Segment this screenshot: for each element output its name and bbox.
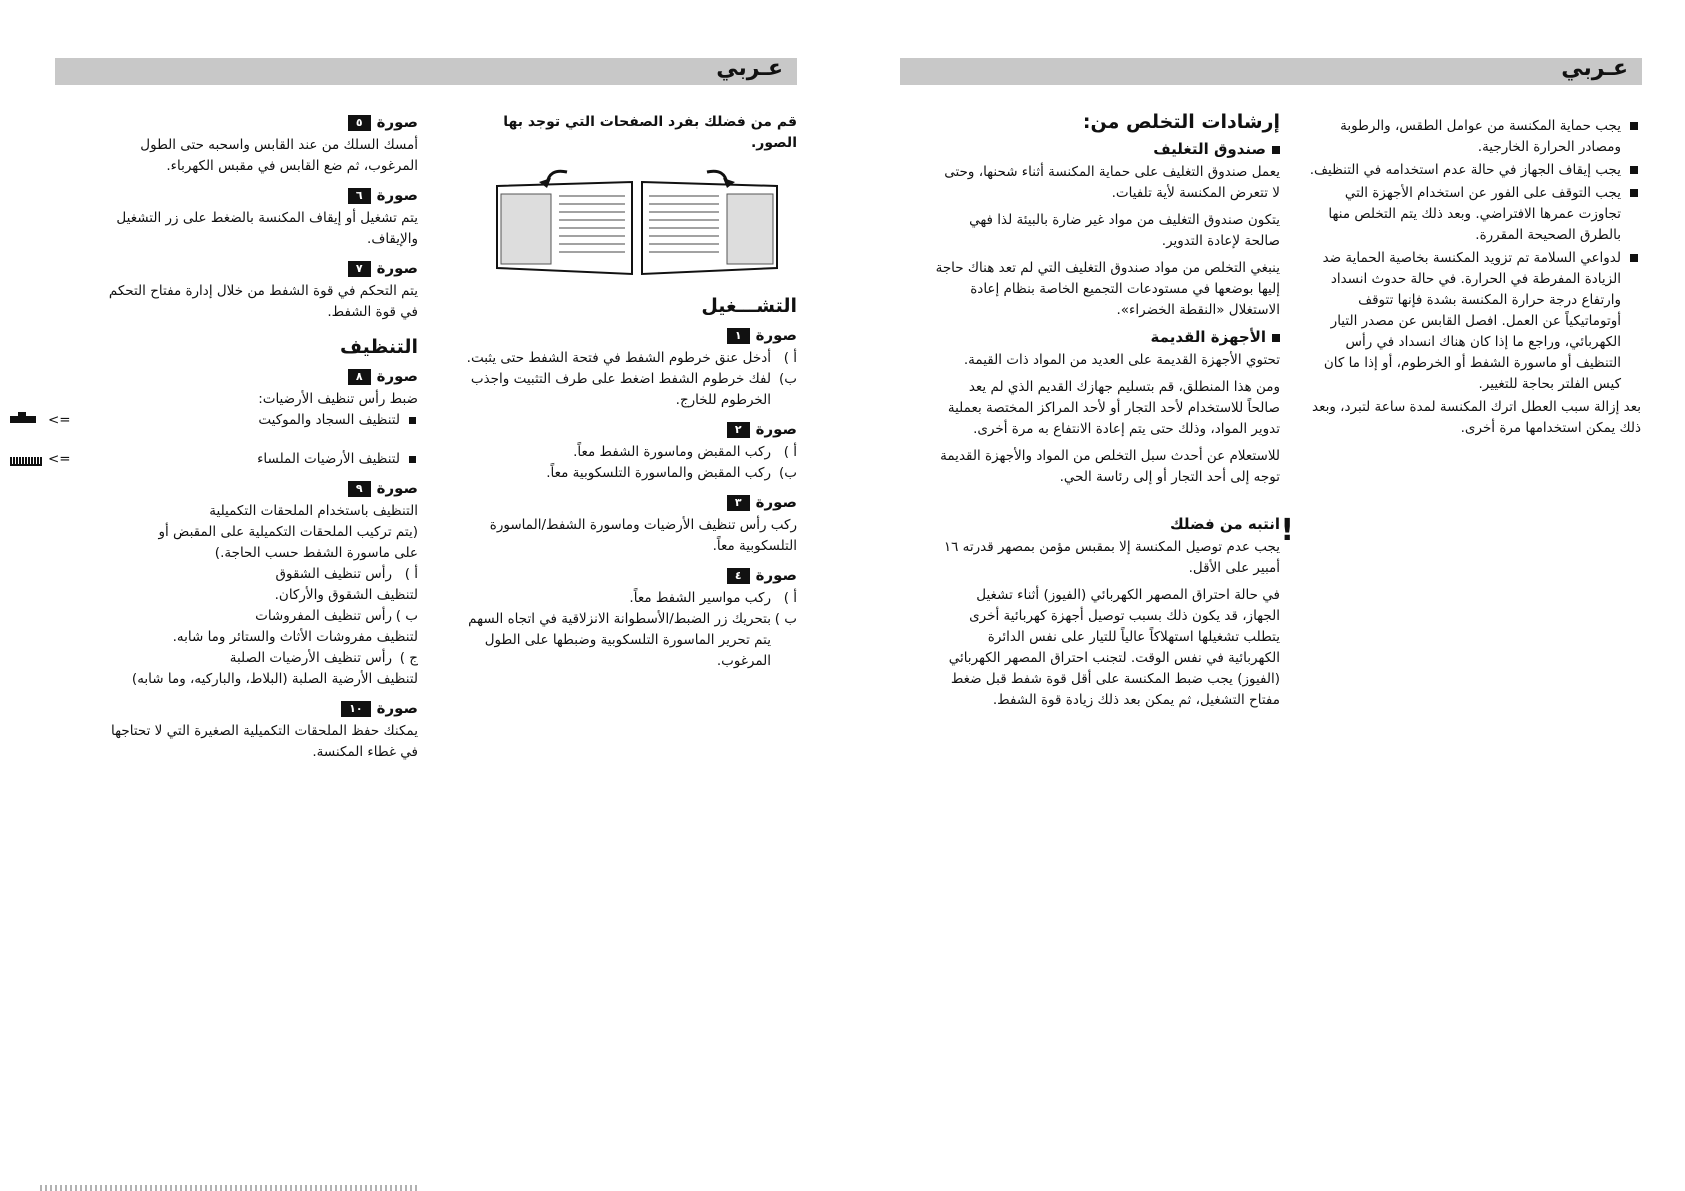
- crevice-tool-desc: لتنظيف الشقوق والأركان.: [274, 587, 418, 603]
- figure-10-heading: صورة١٠: [100, 698, 418, 719]
- packaging-paragraph-3: ينبغي التخلص من مواد صندوق التغليف التي لم تعد هناك حاجة إليها بوضعها في مستودعات التجميع الخاصة بنظام إعادة الاستغلال «النقطة الخضراء».: [935, 260, 1280, 318]
- figure-8-heading: صورة٨: [100, 366, 418, 387]
- disposal-column: [935, 111, 1294, 717]
- hard-floor-mode-item: لتنظيف الأرضيات الملساء <=: [100, 449, 418, 470]
- disposal-title: إرشادات التخلص من:: [1082, 111, 1280, 133]
- upholstery-tool-desc: لتنظيف مفروشات الأثاث والستائر وما شابه.: [172, 629, 418, 645]
- bullet-item: يجب حماية المكنسة من عوامل الطقس، والرطوبة ومصادر الحرارة الخارجية.: [1305, 116, 1641, 158]
- step-3: ركب رأس تنظيف الأرضيات وماسورة الشفط/الماسورة التلسكوبية معاً.: [489, 517, 797, 554]
- step-5: أمسك السلك من عند القابس واسحبه حتى الطول المرغوب، ثم ضع القابس في مقبس الكهرباء.: [140, 137, 418, 174]
- figure-number-badge: ٢: [727, 422, 750, 438]
- square-bullet-icon: [1272, 146, 1280, 154]
- carpet-mode-item: لتنظيف السجاد والموكيت <=: [100, 410, 418, 431]
- step-2b: ب) ركب المقبض والماسورة التلسكوبية معاً.: [546, 465, 797, 481]
- figure-number-badge: ١: [727, 328, 750, 344]
- hard-floor-tool-desc: لتنظيف الأرضية الصلبة (البلاط، والباركيه، وما شابه): [131, 671, 418, 687]
- figure-number-badge: ٤: [727, 568, 750, 584]
- accessories-line-1: التنظيف باستخدام الملحقات التكميلية: [209, 503, 418, 519]
- unfold-instruction: قم من فضلك بفرد الصفحات التي توجد بها الصور.: [503, 114, 797, 151]
- accessories-line-2: (يتم تركيب الملحقات التكميلية على المقبض أو: [158, 524, 418, 540]
- left-language-label: عـربي: [716, 56, 783, 81]
- step-2a: أ ) ركب المقبض وماسورة الشفط معاً.: [573, 444, 797, 460]
- warning-block: [935, 513, 1294, 711]
- safety-bullets-column: [1305, 116, 1641, 439]
- step-4b: ب ) بتحريك زر الضبط/الأسطوانة الانزلاقية في اتجاه السهم يتم تحرير الماسورة التلسكوبية وضبطها على الطول المرغوب.: [468, 611, 797, 669]
- figure-number-badge: ٥: [348, 115, 371, 131]
- operation-column: [462, 112, 797, 672]
- arrow-icon: <=: [48, 451, 71, 467]
- step-4a: أ ) ركب مواسير الشفط معاً.: [629, 590, 797, 606]
- cleaning-title: التنظيف: [339, 336, 418, 358]
- packaging-title: صندوق التغليف: [935, 139, 1280, 160]
- exclamation-icon: !: [1280, 513, 1294, 548]
- figure-4-heading: صورة٤: [462, 565, 797, 586]
- step-1a: أ ) أدخل عنق خرطوم الشفط في فتحة الشفط حتى يثبت.: [466, 350, 797, 366]
- crevice-tool-item: أ ) رأس تنظيف الشقوق: [275, 566, 418, 582]
- accessories-line-3: على ماسورة الشفط حسب الحاجة.): [214, 545, 418, 561]
- old-appliances-title: الأجهزة القديمة: [935, 327, 1280, 348]
- brush-retracted-icon: [10, 416, 36, 423]
- figure-3-heading: صورة٣: [462, 492, 797, 513]
- warning-paragraph-2: في حالة احتراق المصهر الكهربائي (الفيوز) أثناء تشغيل الجهاز، قد يكون ذلك بسبب توصيل أجهزة كهربائية أخرى يتطلب تشغيلها استهلاكاً عالياً للتيار على نفس الدائرة الكهربائية في نفس الوقت. لتجنب احتراق المصهر الكهربائي (الفيوز) يجب ضبط المكنسة على أقل قوة شفط قبل ضغط مفتاح التشغيل، ثم يمكن بعد ذلك زيادة قوة الشفط.: [948, 587, 1280, 708]
- arrow-icon: <=: [48, 412, 71, 428]
- figure-2-heading: صورة٢: [462, 419, 797, 440]
- figure-number-badge: ٦: [348, 188, 371, 204]
- after-bullets-text: بعد إزالة سبب العطل اترك المكنسة لمدة ساعة لتبرد، وبعد ذلك يمكن استخدامها مرة أخرى.: [1312, 399, 1641, 436]
- floor-head-setting: ضبط رأس تنظيف الأرضيات:: [258, 391, 418, 407]
- warning-title: انتبه من فضلك: [1169, 515, 1280, 533]
- figure-5-heading: صورة٥: [100, 112, 418, 133]
- unfolded-pages-illustration: [462, 164, 797, 282]
- figure-6-heading: صورة٦: [100, 185, 418, 206]
- old-appliances-paragraph-1: تحتوي الأجهزة القديمة على العديد من المواد ذات القيمة.: [963, 352, 1280, 368]
- right-header-band: [900, 58, 1642, 85]
- square-bullet-icon: [1272, 334, 1280, 342]
- packaging-paragraph-1: يعمل صندوق التغليف على حماية المكنسة أثناء شحنها، وحتى لا تتعرض المكنسة لأية تلفيات.: [944, 164, 1280, 201]
- figure-9-heading: صورة٩: [100, 478, 418, 499]
- bullet-item: يجب إيقاف الجهاز في حالة عدم استخدامه في التنظيف.: [1305, 160, 1641, 181]
- figure-number-badge: ٨: [348, 369, 371, 385]
- figure-number-badge: ٧: [348, 261, 371, 277]
- figure-number-badge: ٩: [348, 481, 371, 497]
- warning-paragraph-1: يجب عدم توصيل المكنسة إلا بمقبس مؤمن بمصهر قدرته ١٦ أمبير على الأقل.: [943, 539, 1280, 576]
- step-1b: ب) لفك خرطوم الشفط اضغط على طرف التثبيت واجذب الخرطوم للخارج.: [470, 371, 797, 408]
- operation-title: التشـــغيل: [701, 295, 797, 317]
- old-appliances-paragraph-2: ومن هذا المنطلق، قم بتسليم جهازك القديم الذي لم يعد صالحاً للاستخدام لأحد التجار أو لأحد المراكز المختصة بعملية تدوير المواد، وذلك حتى يتم إعادة الانتفاع به مرة أخرى.: [947, 379, 1280, 437]
- figure-number-badge: ٣: [727, 495, 750, 511]
- cleaning-column: [48, 112, 418, 763]
- figure-7-heading: صورة٧: [100, 258, 418, 279]
- left-header-band: [55, 58, 797, 85]
- step-10: يمكنك حفظ الملحقات التكميلية الصغيرة التي لا تحتاجها في غطاء المكنسة.: [111, 723, 418, 760]
- figure-1-heading: صورة١: [462, 325, 797, 346]
- hard-floor-tool-item: ج ) رأس تنظيف الأرضيات الصلبة: [229, 650, 418, 666]
- packaging-paragraph-2: يتكون صندوق التغليف من مواد غير ضارة بالبيئة لذا فهي صالحة لإعادة التدوير.: [969, 212, 1280, 249]
- step-6: يتم تشغيل أو إيقاف المكنسة بالضغط على زر التشغيل والإيقاف.: [116, 210, 418, 247]
- print-marks: [40, 1185, 420, 1191]
- upholstery-tool-item: ب ) رأس تنظيف المفروشات: [255, 608, 418, 624]
- bullet-item: يجب التوقف على الفور عن استخدام الأجهزة التي تجاوزت عمرها الافتراضي. وبعد ذلك يتم التخلص منها بالطرق الصحيحة المقررة.: [1305, 183, 1641, 246]
- folded-booklet-icon: [487, 164, 787, 282]
- figure-number-badge: ١٠: [341, 701, 370, 717]
- brush-extended-icon: [10, 457, 42, 466]
- bullet-item: لدواعي السلامة تم تزويد المكنسة بخاصية الحماية ضد الزيادة المفرطة في الحرارة. في حالة حدوث انسداد وارتفاع درجة حرارة المكنسة بشدة فإنها تتوقف أوتوماتيكياً عن العمل. افصل القابس عن مصدر التيار الكهربائي، وراجع ما إذا كان هناك انسداد في رأس التنظيف أو ماسورة الشفط أو الخرطوم، أو إذا ما كان كيس الفلتر بحاجة للتغيير.: [1305, 248, 1641, 395]
- right-language-label: عـربي: [1561, 56, 1628, 81]
- step-7: يتم التحكم في قوة الشفط من خلال إدارة مفتاح التحكم في قوة الشفط.: [108, 283, 418, 320]
- old-appliances-paragraph-3: للاستعلام عن أحدث سبل التخلص من المواد والأجهزة القديمة توجه إلى أحد التجار أو إلى رئاسة الحي.: [940, 448, 1280, 485]
